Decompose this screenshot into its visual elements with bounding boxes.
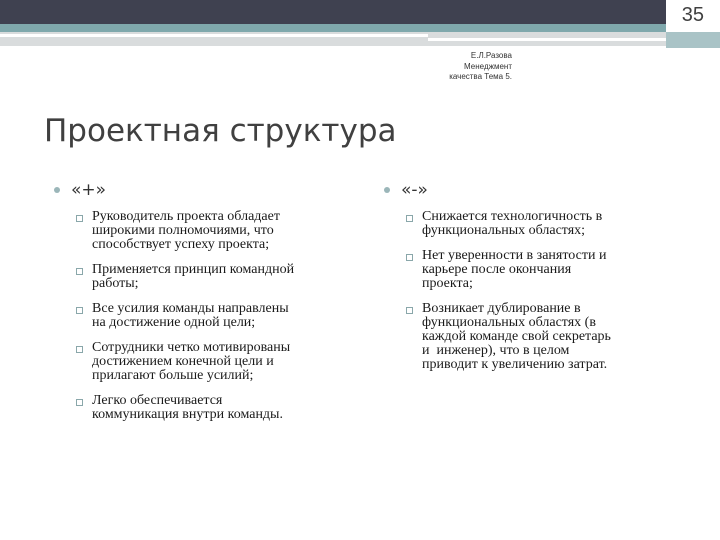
list-item-line: Руководитель проекта обладает [92,209,280,224]
header-line [428,38,666,41]
cons-column [384,180,684,383]
square-bullet-icon [76,307,83,314]
square-bullet-icon [76,399,83,406]
list-item-line: Возникает дублирование в [422,301,581,316]
list-item-text [92,302,340,330]
bullet-dot-icon [54,187,60,193]
list-item-line: каждой команде свой секретарь [422,329,611,344]
list-item-line: функциональных областях (в [422,315,596,330]
list-item-line: широкими полномочиями, что [92,223,274,238]
square-bullet-icon [406,254,413,261]
square-bullet-icon [76,215,83,222]
author-line: Е.Л.Разова [470,51,512,60]
list-item-text [92,263,340,291]
list-item [384,302,684,372]
list-item [384,249,684,291]
list-item [54,341,354,383]
slide-number-strip [666,32,720,48]
list-item [54,302,354,330]
list-item-text [92,341,340,383]
list-item-line: Снижается технологичность в [422,209,603,224]
list-item-line: прилагают больше усилий; [92,368,254,383]
list-item-text [92,394,340,422]
list-item-text [422,249,668,291]
list-item-line: карьере после окончания [422,262,572,277]
list-item-text [422,210,668,238]
slide-title: Проектная структура [44,113,397,149]
square-bullet-icon [406,307,413,314]
list-item-line: на достижение одной цели; [92,315,256,330]
list-item-line: проекта; [422,276,473,291]
cons-list [384,210,684,372]
header-line [428,44,578,46]
list-item [54,394,354,422]
header-stripe [0,24,720,32]
header-line [0,34,428,37]
square-bullet-icon [76,268,83,275]
pros-heading-row [54,180,354,200]
author-note [430,51,512,83]
pros-column [54,180,354,433]
list-item-line: Легко обеспечивается [92,393,223,408]
list-item-text [92,210,340,252]
list-item-line: работы; [92,276,139,291]
list-item-line: способствует успеху проекта; [92,237,270,252]
list-item-line: Нет уверенности в занятости и [422,248,607,263]
list-item-line: Сотрудники четко мотивированы [92,340,291,355]
cons-heading-row [384,180,684,200]
list-item-line: Применяется принцип командной [92,262,295,277]
square-bullet-icon [406,215,413,222]
cons-heading: «-» [401,180,428,200]
list-item [54,210,354,252]
pros-list [54,210,354,422]
list-item [384,210,684,238]
header-band [0,0,720,24]
list-item-line: и инженер), что в целом [422,343,570,358]
slide-number: 35 [681,4,704,26]
pros-heading: «+» [71,180,107,200]
list-item-text [422,302,668,372]
list-item-line: функциональных областях; [422,223,586,238]
list-item-line: Все усилия команды направлены [92,301,289,316]
author-line: качества Тема 5. [449,72,512,81]
bullet-dot-icon [384,187,390,193]
author-line: Менеджмент [464,61,512,71]
list-item-line: достижением конечной цели и [92,354,274,369]
list-item [54,263,354,291]
list-item-line: коммуникация внутри команды. [92,407,283,422]
square-bullet-icon [76,346,83,353]
list-item-line: приводит к увеличению затрат. [422,357,608,372]
